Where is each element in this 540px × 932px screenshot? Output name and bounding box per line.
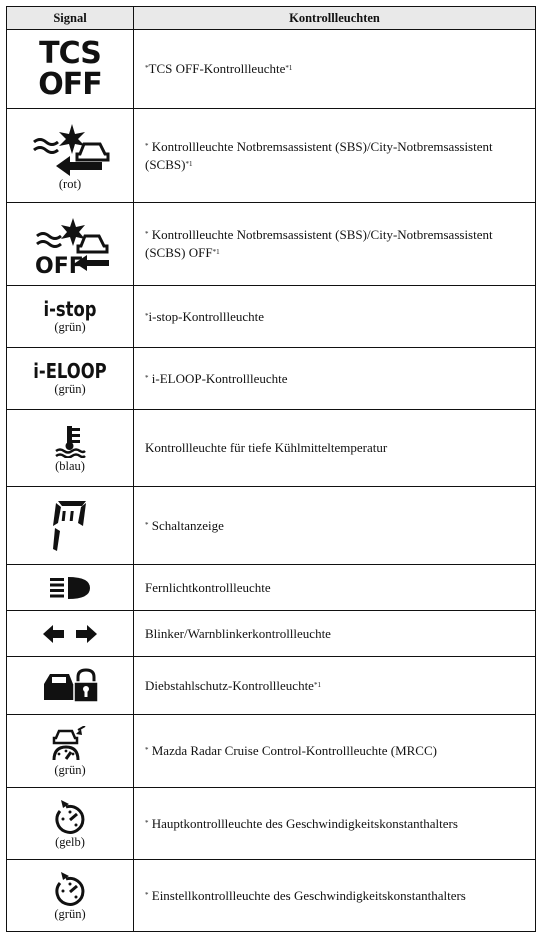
table-row	[7, 286, 536, 348]
cruise-main-icon	[52, 798, 88, 834]
description-cell: * Einstellkontrollleuchte des Geschwindigkeitskonstanthalters	[134, 860, 536, 932]
table-row	[7, 860, 536, 932]
description-cell: * Kontrollleuchte Notbremsassistent (SBS)/City-Notbremsassistent (SCBS) OFF$^{*1}$	[134, 203, 536, 286]
signal-cell	[7, 348, 134, 410]
i-eloop-icon: i-ELOOP	[33, 359, 107, 383]
signal-cell	[7, 286, 134, 348]
i-stop-icon: i-stop	[43, 297, 97, 321]
table-row	[7, 410, 536, 487]
description-cell: Diebstahlschutz-Kontrollleuchte$^{*1}$	[134, 657, 536, 715]
table-row	[7, 565, 536, 611]
signal-cell	[7, 657, 134, 715]
svg-text:OFF: OFF	[35, 254, 84, 274]
signal-caption: (gelb)	[55, 835, 85, 849]
table-row	[7, 657, 536, 715]
signal-caption: (grün)	[54, 382, 86, 396]
signal-cell	[7, 611, 134, 657]
signal-cell	[7, 109, 134, 203]
description-cell: * Mazda Radar Cruise Control-Kontrollleuchte (MRCC)	[134, 715, 536, 788]
shift-indicator-icon	[50, 499, 90, 553]
header-lights: Kontrollleuchten	[134, 7, 536, 30]
table-row	[7, 788, 536, 860]
signal-caption: (grün)	[54, 320, 86, 334]
signal-cell	[7, 487, 134, 565]
cruise-set-icon	[52, 870, 88, 906]
table-row	[7, 30, 536, 109]
table-row	[7, 487, 536, 565]
description-cell: * Schaltanzeige	[134, 487, 536, 565]
description-cell: * Kontrollleuchte Notbremsassistent (SBS)/City-Notbremsassistent (SCBS)$^{*1}$	[134, 109, 536, 203]
signal-cell	[7, 715, 134, 788]
table-row	[7, 715, 536, 788]
radar-cruise-control-icon	[50, 726, 90, 762]
turn-signal-icon	[42, 624, 98, 644]
signal-cell	[7, 203, 134, 286]
signal-cell	[7, 410, 134, 487]
description-cell: * Hauptkontrollleuchte des Geschwindigkeitskonstanthalters	[134, 788, 536, 860]
high-beam-icon	[48, 576, 92, 600]
signal-caption: (grün)	[54, 907, 86, 921]
description-cell: *TCS OFF-Kontrollleuchte$^{*1}$	[134, 30, 536, 109]
tcs-off-icon: TCS OFF	[38, 35, 102, 102]
sbs-scbs-warning-icon	[28, 120, 112, 176]
table-row	[7, 109, 536, 203]
table-row	[7, 348, 536, 410]
description-cell: *i-stop-Kontrollleuchte	[134, 286, 536, 348]
signal-cell	[7, 860, 134, 932]
indicator-table	[6, 6, 536, 932]
description-cell: Kontrollleuchte für tiefe Kühlmitteltemperatur	[134, 410, 536, 487]
signal-caption: (blau)	[55, 458, 85, 473]
signal-cell	[7, 788, 134, 860]
signal-caption: (rot)	[58, 177, 82, 191]
signal-cell	[7, 565, 134, 611]
description-cell: Fernlichtkontrollleuchte	[134, 565, 536, 611]
sbs-scbs-off-icon	[27, 214, 113, 274]
description-cell: Blinker/Warnblinkerkontrollleuchte	[134, 611, 536, 657]
description-cell: * i-ELOOP-Kontrollleuchte	[134, 348, 536, 410]
table-row	[7, 611, 536, 657]
table-row	[7, 203, 536, 286]
low-coolant-temperature-icon	[53, 424, 87, 458]
header-signal: Signal	[7, 7, 134, 30]
signal-caption: (grün)	[54, 762, 86, 777]
table-header-row	[7, 7, 536, 30]
anti-theft-lock-icon	[41, 668, 99, 704]
signal-cell	[7, 30, 134, 109]
